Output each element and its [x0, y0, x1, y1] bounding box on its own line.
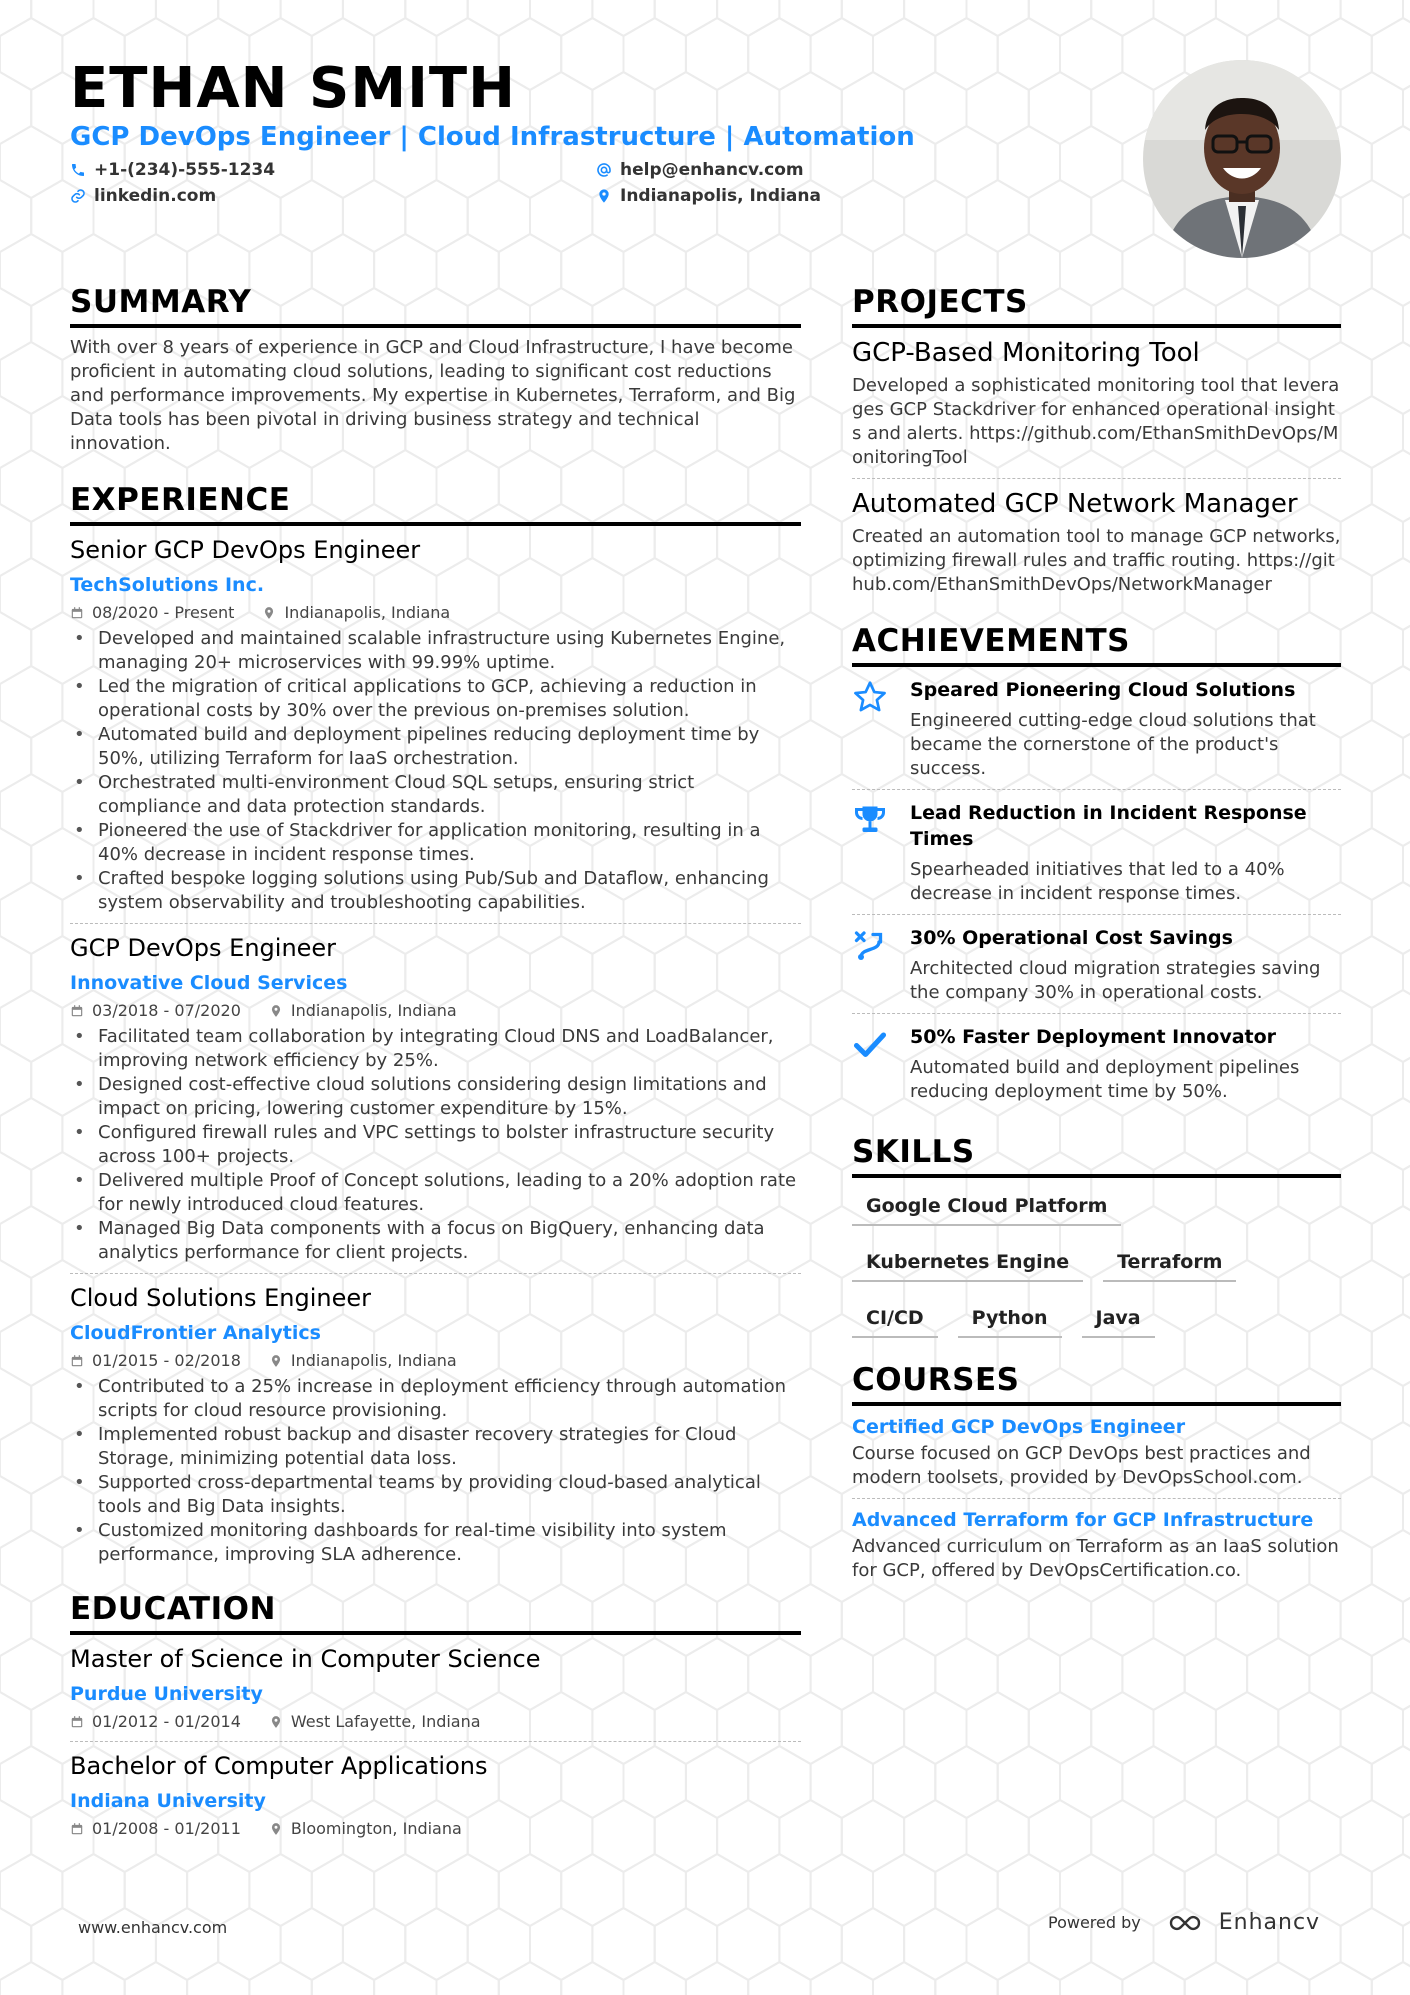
education-dates: 01/2008 - 01/2011 — [92, 1819, 241, 1838]
education-dates: 01/2012 - 01/2014 — [92, 1712, 241, 1731]
footer-branding — [1048, 1910, 1320, 1935]
courses-heading: COURSES — [852, 1360, 1341, 1406]
location-text: Indianapolis, Indiana — [620, 186, 821, 206]
job-bullets — [70, 627, 801, 915]
location-pin-icon — [269, 1004, 283, 1018]
achievement-title: Speared Pioneering Cloud Solutions — [910, 679, 1296, 701]
company-name: CloudFrontier Analytics — [70, 1322, 321, 1344]
link-icon — [70, 188, 86, 204]
education-location-wrap — [269, 1711, 481, 1733]
skill-tag: CI/CD — [852, 1298, 938, 1338]
job-dates: 03/2018 - 07/2020 — [92, 1001, 241, 1020]
linkedin-contact[interactable] — [70, 186, 216, 206]
brand-name: Enhancv — [1218, 1910, 1321, 1935]
education-meta — [70, 1711, 801, 1733]
school-name: Purdue University — [70, 1683, 263, 1705]
skill-tag: Python — [958, 1298, 1062, 1338]
skill-tag: Terraform — [1103, 1242, 1236, 1282]
skills-heading: SKILLS — [852, 1132, 1341, 1178]
job-bullets — [70, 1375, 801, 1567]
divider — [70, 923, 801, 924]
footer-website[interactable]: www.enhancv.com — [78, 1918, 228, 1937]
job-title: Cloud Solutions Engineer — [70, 1284, 371, 1312]
job-location: Indianapolis, Indiana — [290, 1001, 457, 1020]
bullet-item: • Managed Big Data components with a focus on BigQuery, enhancing data analytics performance for client projects. — [70, 1217, 801, 1265]
course-title: Certified GCP DevOps Engineer — [852, 1416, 1186, 1438]
company-name: Innovative Cloud Services — [70, 972, 348, 994]
achievement-title: 30% Operational Cost Savings — [910, 927, 1233, 949]
location-pin-icon — [269, 1354, 283, 1368]
bullet-item: • Contributed to a 25% increase in deployment efficiency through automation scripts for cloud resource provisioning. — [70, 1375, 801, 1423]
experience-entry — [70, 932, 801, 1274]
job-meta — [70, 1350, 801, 1372]
achievement-item — [852, 1014, 1341, 1112]
achievements-heading: ACHIEVEMENTS — [852, 621, 1341, 667]
calendar-icon — [70, 606, 84, 620]
calendar-icon — [70, 1822, 84, 1836]
education-heading: EDUCATION — [70, 1589, 801, 1635]
project-desc-text: Created an automation tool to manage GCP networks, optimizing firewall rules and traffic routing. — [852, 526, 1341, 571]
bullet-item: • Delivered multiple Proof of Concept solutions, leading to a 20% adoption rate for newly introduced cloud features. — [70, 1169, 801, 1217]
powered-by-text: Powered by — [1048, 1913, 1141, 1932]
experience-entry — [70, 534, 801, 924]
trophy-icon — [852, 802, 888, 838]
achievement-description: Architected cloud migration strategies saving the company 30% in operational costs. — [910, 958, 1321, 1003]
location-pin-icon — [269, 1715, 283, 1729]
check-icon — [852, 1026, 888, 1062]
location-pin-icon — [262, 606, 276, 620]
degree-title: Master of Science in Computer Science — [70, 1645, 541, 1673]
education-location-wrap — [269, 1818, 462, 1840]
school-name: Indiana University — [70, 1790, 266, 1812]
course-title: Advanced Terraform for GCP Infrastructure — [852, 1509, 1314, 1531]
location-pin-icon — [269, 1822, 283, 1836]
achievement-description: Spearheaded initiatives that led to a 40% decrease in incident response times. — [910, 859, 1285, 904]
bullet-item: • Implemented robust backup and disaster recovery strategies for Cloud Storage, minimizing potential data loss. — [70, 1423, 801, 1471]
phone-text: +1-(234)-555-1234 — [94, 160, 276, 180]
divider — [70, 1741, 801, 1742]
job-location: Indianapolis, Indiana — [290, 1351, 457, 1370]
job-dates: 01/2015 - 02/2018 — [92, 1351, 241, 1370]
project-url[interactable]: https://github.com/EthanSmithDevOps/MonitoringTool — [852, 423, 1339, 468]
job-meta — [70, 1000, 801, 1022]
candidate-name: ETHAN SMITH — [70, 56, 516, 121]
job-location-wrap — [269, 1000, 457, 1022]
enhancv-logo-icon — [1167, 1911, 1211, 1935]
bullet-item: • Configured firewall rules and VPC settings to bolster infrastructure security across 100+ projects. — [70, 1121, 801, 1169]
education-entry — [70, 1643, 801, 1742]
project-url[interactable]: https://github.com/EthanSmithDevOps/NetworkManager — [852, 550, 1335, 595]
bullet-item: • Pioneered the use of Stackdriver for application monitoring, resulting in a 40% decrease in incident response times. — [70, 819, 801, 867]
project-description — [852, 374, 1341, 470]
education-location: Bloomington, Indiana — [290, 1819, 462, 1838]
email-text: help@enhancv.com — [620, 160, 804, 180]
job-location-wrap — [269, 1350, 457, 1372]
location-contact — [596, 186, 821, 206]
experience-entry — [70, 1282, 801, 1567]
phone-contact[interactable] — [70, 160, 275, 180]
route-icon — [852, 927, 888, 963]
bullet-item: • Automated build and deployment pipelines reducing deployment time by 50%, utilizing Terraform for IaaS orchestration. — [70, 723, 801, 771]
bullet-item: • Crafted bespoke logging solutions using Pub/Sub and Dataflow, enhancing system observability and troubleshooting capabilities. — [70, 867, 801, 915]
experience-heading: EXPERIENCE — [70, 480, 801, 526]
divider — [70, 1273, 801, 1274]
at-icon — [596, 162, 612, 178]
degree-title: Bachelor of Computer Applications — [70, 1752, 488, 1780]
education-entry — [70, 1750, 801, 1840]
course-entry — [852, 1414, 1341, 1499]
projects-heading: PROJECTS — [852, 282, 1341, 328]
education-location: West Lafayette, Indiana — [290, 1712, 481, 1731]
company-name: TechSolutions Inc. — [70, 574, 265, 596]
calendar-icon — [70, 1715, 84, 1729]
project-title: GCP-Based Monitoring Tool — [852, 338, 1200, 368]
achievement-title: Lead Reduction in Incident Response Times — [910, 802, 1307, 850]
achievement-description: Automated build and deployment pipelines reducing deployment time by 50%. — [910, 1057, 1300, 1102]
job-title: Senior GCP DevOps Engineer — [70, 536, 421, 564]
skills-list — [852, 1186, 1341, 1354]
job-bullets — [70, 1025, 801, 1265]
profile-photo — [1143, 60, 1341, 258]
bullet-item: • Supported cross-departmental teams by providing cloud-based analytical tools and Big Data insights. — [70, 1471, 801, 1519]
achievement-item — [852, 790, 1341, 915]
email-contact[interactable] — [596, 160, 804, 180]
skill-tag: Kubernetes Engine — [852, 1242, 1083, 1282]
bullet-item: • Facilitated team collaboration by integrating Cloud DNS and LoadBalancer, improving network efficiency by 25%. — [70, 1025, 801, 1073]
bullet-item: • Customized monitoring dashboards for real-time visibility into system performance, improving SLA adherence. — [70, 1519, 801, 1567]
calendar-icon — [70, 1004, 84, 1018]
achievement-item — [852, 667, 1341, 790]
job-location: Indianapolis, Indiana — [284, 603, 451, 622]
course-entry — [852, 1507, 1341, 1583]
project-desc-text: Developed a sophisticated monitoring tool that leverages GCP Stackdriver for enhanced operational insights and alerts. — [852, 375, 1340, 444]
calendar-icon — [70, 1354, 84, 1368]
linkedin-text: linkedin.com — [94, 186, 217, 206]
bullet-item: • Orchestrated multi-environment Cloud SQL setups, ensuring strict compliance and data protection standards. — [70, 771, 801, 819]
project-title: Automated GCP Network Manager — [852, 489, 1298, 519]
education-meta — [70, 1818, 801, 1840]
project-description — [852, 525, 1341, 597]
project-entry — [852, 487, 1341, 597]
divider — [852, 1498, 1341, 1499]
course-description: Advanced curriculum on Terraform as an IaaS solution for GCP, offered by DevOpsCertification.co. — [852, 1536, 1339, 1581]
phone-icon — [70, 162, 86, 178]
headline: GCP DevOps Engineer | Cloud Infrastructure | Automation — [70, 122, 915, 152]
skill-tag: Java — [1082, 1298, 1155, 1338]
star-icon — [852, 679, 888, 715]
course-description: Course focused on GCP DevOps best practices and modern toolsets, provided by DevOpsSchool.com. — [852, 1443, 1311, 1488]
job-location-wrap — [262, 602, 450, 624]
bullet-item: • Led the migration of critical applications to GCP, achieving a reduction in operational costs by 30% over the previous on-premises solution. — [70, 675, 801, 723]
location-pin-icon — [596, 188, 612, 204]
summary-text: With over 8 years of experience in GCP and Cloud Infrastructure, I have become proficient in automating cloud solutions, leading to significant cost reductions and performance improvements. My expertise in Kubernetes, Terraform, and Big Data tools has been pivotal in driving business strategy and technical innovation. — [70, 337, 796, 454]
divider — [852, 478, 1341, 479]
job-meta — [70, 602, 801, 624]
bullet-item: • Designed cost-effective cloud solutions considering design limitations and impact on pricing, lowering customer expenditure by 15%. — [70, 1073, 801, 1121]
achievement-title: 50% Faster Deployment Innovator — [910, 1026, 1277, 1048]
project-entry — [852, 336, 1341, 479]
achievement-description: Engineered cutting-edge cloud solutions that became the cornerstone of the product's success. — [910, 710, 1316, 779]
job-title: GCP DevOps Engineer — [70, 934, 337, 962]
job-dates: 08/2020 - Present — [92, 603, 235, 622]
bullet-item: • Developed and maintained scalable infrastructure using Kubernetes Engine, managing 20+ microservices with 99.99% uptime. — [70, 627, 801, 675]
skill-tag: Google Cloud Platform — [852, 1186, 1121, 1226]
achievement-item — [852, 915, 1341, 1014]
summary-heading: SUMMARY — [70, 282, 801, 328]
